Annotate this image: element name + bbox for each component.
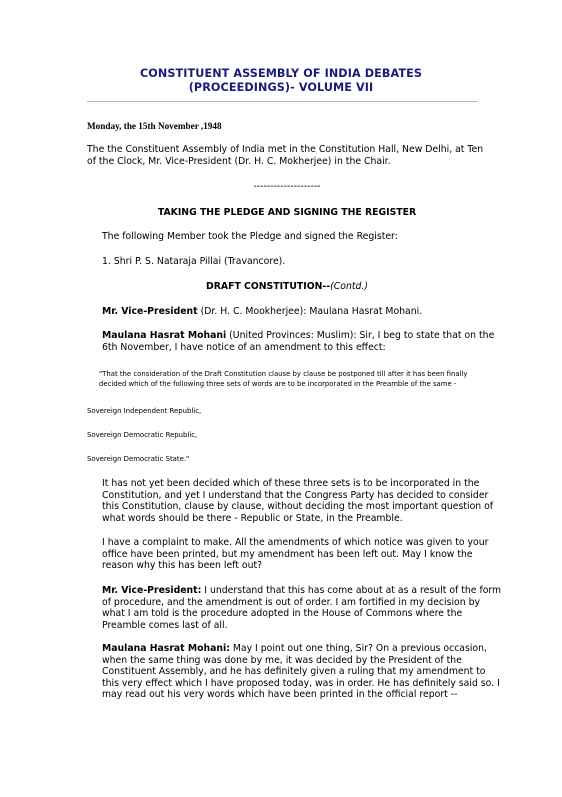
title-divider — [87, 101, 478, 102]
speech-vice-president-1 — [87, 306, 502, 318]
draft-heading-text: DRAFT CONSTITUTION-- — [206, 281, 331, 292]
speech-text: I understand that this has come about at as a result of the form of procedure, and the amendment is out of order. I am fortified in my decision by what I am told is the procedure adopted in the House of Commons where the Preamble comes last of all. — [102, 585, 502, 631]
intro-paragraph: The the Constituent Assembly of India met in the Constitution Hall, New Delhi, at Ten of the Clock, Mr. Vice-President (Dr. H. C. Mokherjee) in the Chair. — [87, 144, 484, 167]
speech-text: (Dr. H. C. Mookherjee): Maulana Hasrat Mohani. — [197, 306, 423, 317]
speech-mohani-1 — [87, 330, 502, 353]
quote-option-3: Sovereign Democratic State." — [87, 455, 190, 463]
speech-vice-president-2 — [87, 585, 502, 631]
title-line-2: (PROCEEDINGS)- VOLUME VII — [188, 81, 374, 94]
title-line-1: CONSTITUENT ASSEMBLY OF INDIA DEBATES — [140, 67, 422, 80]
quote-option-1: Sovereign Independent Republic, — [87, 407, 202, 415]
section-heading-pledge: TAKING THE PLEDGE AND SIGNING THE REGISTER — [157, 207, 417, 218]
draft-contd-text: (Contd.) — [330, 281, 368, 292]
mohani-paragraph-1: It has not yet been decided which of these three sets is to be incorporated in the Constitution, and yet I understand that the Congress Party has decided to consider this Constitution, clause by clause, without deciding the most important question of what words should be there - Republic or State, in the Preamble. — [102, 478, 494, 524]
speaker-name: Maulana Hasrat Mohani: — [102, 643, 230, 654]
speech-text: (United Provinces: Muslim): Sir, I beg to state that on the 6th November, I have notice of an amendment to this effect: — [102, 330, 495, 353]
member-entry: 1. Shri P. S. Nataraja Pillai (Travancore). — [102, 256, 286, 267]
section-heading-draft — [87, 281, 487, 293]
speaker-name: Maulana Hasrat Mohani — [102, 330, 227, 341]
amendment-quote: "That the consideration of the Draft Constitution clause by clause be postponed till after it has been finally decided which of the following three sets of words are to be incorporated in the Preamble of the same - — [99, 370, 468, 388]
document-title — [0, 67, 562, 95]
mohani-paragraph-2: I have a complaint to make. All the amendments of which notice was given to your office have been printed, but my amendment has been left out. May I know the reason why this has been left out? — [102, 537, 489, 572]
separator-line: -------------------- — [253, 181, 321, 192]
session-date: Monday, the 15th November ,1948 — [87, 121, 222, 131]
speech-mohani-2 — [87, 643, 502, 701]
pledge-paragraph: The following Member took the Pledge and signed the Register: — [102, 231, 398, 242]
speaker-name: Mr. Vice-President — [102, 306, 198, 317]
quote-option-2: Sovereign Democratic Republic, — [87, 431, 198, 439]
speech-text: May I point out one thing, Sir? On a previous occasion, when the same thing was done by me, it was decided by the President of the Constituent Assembly, and he has definitely given a ruling that my amendment to this very effect which I have proposed today, was in order. He has definitely said so. I may read out his very words which have been printed in the official report -- — [102, 643, 500, 701]
speaker-name: Mr. Vice-President: — [102, 585, 202, 596]
